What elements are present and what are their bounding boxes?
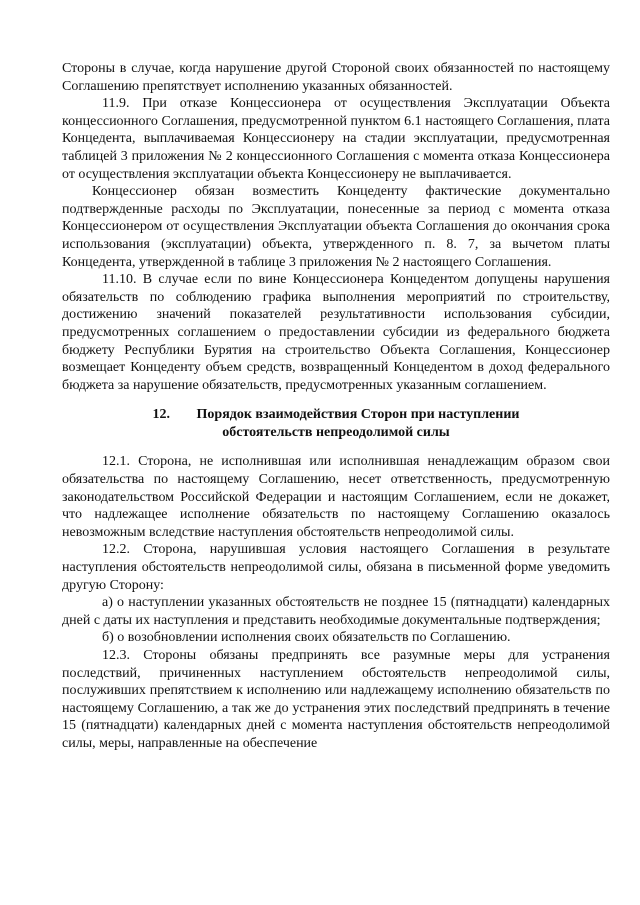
paragraph-12-2: 12.2. Сторона, нарушившая условия настоящего Соглашения в результате наступления обстоятельств непреодолимой силы, обязана в письменной форме уведомить другую Сторону:: [62, 542, 610, 593]
section-heading-line-1: [62, 406, 610, 424]
paragraph-11-9: 11.9. При отказе Концессионера от осуществления Эксплуатации Объекта концессионного Соглашения, предусмотренной пунктом 6.1 настоящего Соглашения, плата Концедента, выплачиваемая Концессионеру на стадии эксплуатации, предусмотренная таблицей 3 приложения № 2 концессионного Соглашения с момента отказа Концессионера от осуществления эксплуатации объекта Концессионеру не выплачивается.: [62, 96, 610, 182]
paragraph-12-2-b: б) о возобновлении исполнения своих обязательств по Соглашению.: [102, 630, 511, 646]
section-title-line-1: Порядок взаимодействия Сторон при наступлении: [196, 407, 520, 423]
paragraph-12-2-a: а) о наступлении указанных обстоятельств не позднее 15 (пятнадцати) календарных дней с даты их наступления и представить необходимые документальные подтверждения;: [62, 595, 610, 628]
section-heading: [62, 406, 610, 441]
paragraph-12-3: 12.3. Стороны обязаны предпринять все разумные меры для устранения последствий, причиненных наступлением обстоятельств непреодолимой силы, послуживших препятствием к исполнению или надлежащему исполнению обязательств по настоящему Соглашению, а так же до устранения этих последствий предпринять в течение 15 (пятнадцати) календарных дней с момента наступления обстоятельств непреодолимой силы, меры, направленные на обеспечение: [62, 648, 610, 751]
document-body: [62, 60, 610, 753]
section-title-line-2: обстоятельств непреодолимой силы: [222, 424, 450, 440]
paragraph-continuation: Стороны в случае, когда нарушение другой Стороной своих обязанностей по настоящему Соглашению препятствует исполнению указанных обязанностей.: [62, 61, 610, 94]
section-number: 12.: [152, 407, 171, 423]
paragraph-compensation: Концессионер обязан возместить Концеденту фактические документально подтвержденные расходы по Эксплуатации, понесенные за период с момента отказа Концессионером от осуществления Эксплуатации объекта Соглашения до окончания срока использования (эксплуатации) объекта, утвержденного п. 8. 7, за вычетом платы Концедента, утвержденной в таблице 3 приложения № 2 настоящего Соглашения.: [62, 184, 610, 270]
paragraph-12-1: 12.1. Сторона, не исполнившая или исполнившая ненадлежащим образом свои обязательства по настоящему Соглашению, несет ответственность, предусмотренную законодательством Российской Федерации и настоящим Соглашением, если не докажет, что надлежащее исполнение обязательств по настоящему Соглашению оказалось невозможным вследствие наступления обстоятельств непреодолимой силы.: [62, 454, 610, 540]
paragraph-11-10: 11.10. В случае если по вине Концессионера Концедентом допущены нарушения обязательств по соблюдению графика выполнения мероприятий по строительству, достижению значений показателей результативности использования субсидии, предусмотренных соглашением о предоставлении субсидии из федерального бюджета бюджету Республики Бурятия на строительство Объекта Соглашения, Концессионер возмещает Концеденту объем средств, возвращенный Концедентом в доход федерального бюджета за нарушение обязательств, предусмотренных указанным соглашением.: [62, 272, 610, 393]
